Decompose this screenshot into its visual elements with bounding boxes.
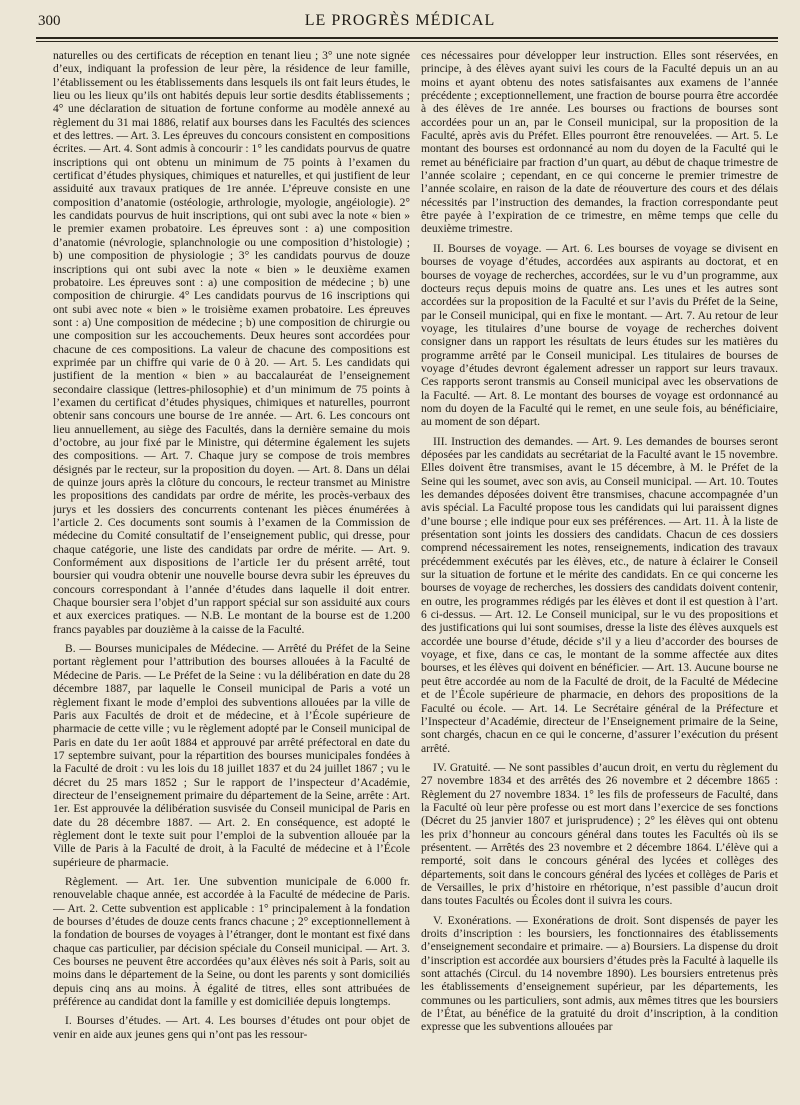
paragraph-exonerations: V. Exonérations. — Exonérations de droit. Sont dispensés de payer les droits d’inscription : les boursiers, les fonctionnaires des établissements d’enseignement secondaire et primaire. — a) Boursiers. La dispense du droit d’inscription est accordée aux boursiers d’études près la Faculté à laquelle ils sont attachés (Circul. du 14 novembre 1890). Les boursiers entretenus près les établissements d’enseignement supérieur, par les départements, les communes ou les particuliers, sont admis, aux mêmes titres que les boursiers de l’État, au bénéfice de la gratuité du droit d’inscription, à la condition expresse que les subventions allouées par: [421, 914, 778, 1034]
paragraph-ressources: ces nécessaires pour développer leur instruction. Elles sont réservées, en principe, à des élèves ayant suivi les cours de la Faculté depuis un an au moins et ayant obtenu des notes satisfaisantes aux examens de l’année précédente ; exceptionnellement, une fraction de bourse pourra être accordée à des élèves de 1re année. Les bourses ou fractions de bourses sont accordées pour un an, par le Conseil municipal, sur la proposition de la Faculté, après avis du Préfet. Elles pourront être renouvelées. — Art. 5. Le montant des bourses est ordonnancé au nom du doyen de la Faculté qui le remet au bénéficiaire par fraction d’un quart, au début de chaque trimestre de l’année scolaire ; cependant, en ce qui concerne le premier trimestre de l’année scolaire, en raison de la date de réouverture des cours et des délais nécessités par l’instruction des demandes, la fraction correspondante peut être payée à l’expiration de ce trimestre, en même temps que celle du deuxième trimestre.: [421, 50, 778, 236]
running-title: LE PROGRÈS MÉDICAL: [304, 12, 496, 29]
paragraph-gratuite: IV. Gratuité. — Ne sont passibles d’aucun droit, en vertu du règlement du 27 novembre 1834 et des arrêtés des 26 novembre et 2 décembre 1865 : Règlement du 27 novembre 1834. 1° les fils de professeurs de Faculté, dans la Faculté où leur père professe ou est mort dans l’exercice de ses fonctions (Décret du 25 janvier 1807 et jurisprudence) ; 2° les élèves qui ont obtenu les prix d’honneur au concours général dans toutes les Facultés où ils se présentent. — Arrêtés des 23 novembre et 2 décembre 1864. L’élève qui a remporté, soit dans le concours général des lycées et collèges des départements, soit dans le concours général des lycées et collèges de Paris et de Versailles, le prix d’histoire en rhétorique, n’est passible d’aucun droit dans toutes Facultés ou Écoles dont il suivra les cours.: [421, 761, 778, 908]
paragraph-reglement: Règlement. — Art. 1er. Une subvention municipale de 6.000 fr. renouvelable chaque année, est accordée à la Faculté de médecine de Paris. — Art. 2. Cette subvention est applicable : 1° principalement à la fondation de bourses d’études de douze cents francs chacune ; 2° exceptionnellement à la fondation de bourses de voyages à l’étranger, dont le montant est fixé dans chaque cas particulier, par décision spéciale du Conseil municipal. — Art. 3. Ces bourses ne peuvent être accordées qu’aux élèves nés soit à Paris, soit au moins dans le département de la Seine, ou dont les parents y sont domiciliés depuis cinq ans au moins. À égalité de titres, elles sont attribuées de préférence au candidat dont la famille y est domiciliée depuis longtemps.: [53, 875, 410, 1009]
paragraph-bourses-etudes: I. Bourses d’études. — Art. 4. Les bourses d’études ont pour objet de venir en aide aux jeunes gens qui n’ont pas les ressour-: [53, 1015, 410, 1041]
paragraph-bourses-voyage: II. Bourses de voyage. — Art. 6. Les bourses de voyage se divisent en bourses de voyage d’études, accordées aux aspirants au doctorat, et en bourses de voyage de recherches, accordées, sur le vu d’un programme, aux docteurs reçus depuis moins de quatre ans. Les unes et les autres sont accordées sur la proposition de la Faculté et sur l’avis du Préfet de la Seine, par le Conseil municipal, qui en fixe le montant. — Art. 7. Au retour de leur voyage, les titulaires d’une bourse de voyage de recherches doivent consigner dans un rapport les résultats de leurs études sur les matières du programme arrêté par le Conseil municipal. Les titulaires de bourses de voyage d’études devront également adresser un rapport sur leurs travaux. Ces rapports seront transmis au Conseil municipal avec les observations de la Faculté. — Art. 8. Le montant des bourses de voyage est ordonnancé au nom du doyen de la Faculté qui le remet, en une seule fois, au bénéficiaire, au moment de son départ.: [421, 242, 778, 429]
paragraph-instruction-demandes: III. Instruction des demandes. — Art. 9. Les demandes de bourses seront déposées par les candidats au secrétariat de la Faculté avant le 15 novembre. Elles doivent être transmises, avant le 15 décembre, à M. le Préfet de la Seine qui les soumet, avec son avis, au Conseil municipal. — Art. 10. Toutes les demandes déposées doivent être transmises, chacune accompagnée d’un avis spécial. La Faculté propose tous les candidats qui lui paraissent dignes d’une bourse ; elle indique pour eux ses préférences. — Art. 11. À la liste de présentation sont joints les dossiers des candidats. Chacun de ces dossiers comprend nécessairement les notes, renseignements, indication des travaux précédemment exécutés par les élèves, etc., de nature à éclairer le Conseil sur la situation de fortune et le mérite des candidats. En ce qui concerne les bourses de voyage de recherches, les dossiers des candidats doivent contenir, en outre, les programmes rédigés par les élèves et dont il est question à l’art. 6 ci-dessus. — Art. 12. Le Conseil municipal, sur le vu des propositions et des justifications qui lui sont soumises, dresse la liste des élèves auxquels est accordée une bourse d’étude, décide s’il y a lieu d’accorder des bourses de voyage, et fixe, dans ce cas, le montant de la somme affectée aux dites bourses, et les élèves qui doivent en bénéficier. — Art. 13. Aucune bourse ne peut être accordée au nom de la Faculté de droit, de la Faculté de Médecine et de l’École supérieure de pharmacie, en dehors des propositions de la Faculté ou école. — Art. 14. Le Secrétaire général de la Préfecture et l’Inspecteur d’Académie, directeur de l’Enseignement primaire de la Seine, sont chargés, chacun en ce qui le concerne, d’assurer l’exécution du présent arrêté.: [421, 435, 778, 755]
right-column: [421, 50, 778, 1095]
page-number: 300: [38, 13, 61, 29]
paragraph-article-conditions: naturelles ou des certificats de réception en tenant lieu ; 3° une note signée d’eux, indiquant la profession de leur père, la résidence de leur famille, l’établissement ou les établissements dans lesquels ils ont fait leurs études, le lieu ou les lieux qu’ils ont habités depuis leur sortie desdits établissements ; 4° une déclaration de situation de fortune conforme au modèle annexé au règlement du 31 mai 1886, relatif aux bourses dans les Facultés des sciences et des lettres. — Art. 3. Les épreuves du concours consistent en compositions écrites. — Art. 4. Sont admis à concourir : 1° les candidats pourvus de quatre inscriptions qui ont obtenu un minimum de 75 points à l’examen du certificat d’études physiques, chimiques et naturelles, et qui justifient de leur assiduité aux travaux pratiques de 1re année. L’épreuve consiste en une composition d’anatomie (ostéologie, arthrologie, myologie, angéiologie). 2° les candidats pourvus de huit inscriptions, qui ont subi avec la note « bien » le premier examen probatoire. Les épreuves sont : a) une composition d’anatomie (névrologie, splanchnologie ou une composition d’histologie) ; b) une composition de physiologie ; 3° les candidats pourvus de douze inscriptions qui ont subi avec la note « bien » le deuxième examen probatoire. Les épreuves sont : a) une composition de médecine ; b) une composition de chirurgie. 4° Les candidats pourvus de 16 inscriptions qui ont subi avec note « bien » le troisième examen probatoire. Les épreuves sont : a) Une composition de médecine ; b) une composition de chirurgie ou une composition sur les accouchements. Deux heures sont accordées pour chacune de ces compositions. La valeur de chacune des compositions est exprimée par un chiffre qui varie de 0 à 20. — Art. 5. Les candidats qui justifient de la mention « bien » au baccalauréat de l’enseignement secondaire classique (lettres-philosophie) et d’un minimum de 75 points à l’examen du certificat d’études physiques, chimiques et naturelles, pourront obtenir sans concours une bourse de 1re année. — Art. 6. Les concours ont lieu annuellement, au siège des Facultés, dans la dernière semaine du mois d’octobre, au jour fixé par le Ministre, qui détermine également les sujets des compositions. — Art. 7. Chaque jury se compose de trois membres désignés par le recteur, sur la proposition du doyen. — Art. 8. Dans un délai de quinze jours après la clôture du concours, le recteur transmet au Ministre les propositions des candidats par ordre de mérite, les procès-verbaux des jurys et les dossiers des concurrents contenant les pièces énumérées à l’article 2. Ces documents sont soumis à l’examen de la Commission de médecine du Comité consultatif de l’enseignement public, qui dresse, pour chaque catégorie, une liste des candidats par ordre de mérite. — Art. 9. Conformément aux dispositions de l’article 1er du présent arrêté, tout boursier qui voudra obtenir une nouvelle bourse devra subir les épreuves du concours correspondant à l’année d’études dans laquelle il doit entrer. Chaque boursier sera l’objet d’un rapport spécial sur son assiduité aux cours et aux exercices pratiques. — N.B. Le montant de la bourse est de 1.200 francs payables par douzième à la caisse de la Faculté.: [53, 50, 410, 636]
header-rule-thick: [36, 37, 778, 39]
header-rule-thin: [36, 41, 778, 42]
paragraph-bourses-municipales: B. — Bourses municipales de Médecine. — Arrêté du Préfet de la Seine portant règlement pour l’attribution des bourses allouées à la Faculté de Médecine de Paris. — Le Préfet de la Seine : vu la délibération en date du 28 décembre 1887, par laquelle le Conseil municipal de Paris a voté un règlement fixant le mode d’emploi des subventions allouées par la ville de Paris aux Facultés de droit et de médecine, et à l’École supérieure de pharmacie de cette ville ; vu le règlement adopté par le Conseil municipal de Paris en date du 1er août 1884 et approuvé par arrêté préfectoral en date du 17 septembre suivant, pour la répartition des bourses municipales fondées à la Faculté de droit : vu les lois du 18 juillet 1837 et du 24 juillet 1867 ; vu le décret du 25 mars 1852 ; Sur le rapport de l’inspecteur d’Académie, directeur de l’enseignement primaire du département de la Seine, arrête : Art. 1er. Est approuvée la délibération susvisée du Conseil municipal de Paris en date du 28 décembre 1887. — Art. 2. En conséquence, est adopté le règlement dont le texte suit pour l’emploi de la subvention allouée par la Ville de Paris à la Faculté de droit, à la Faculté de médecine et à l’École supérieure de pharmacie.: [53, 643, 410, 869]
left-column: [53, 50, 410, 1095]
